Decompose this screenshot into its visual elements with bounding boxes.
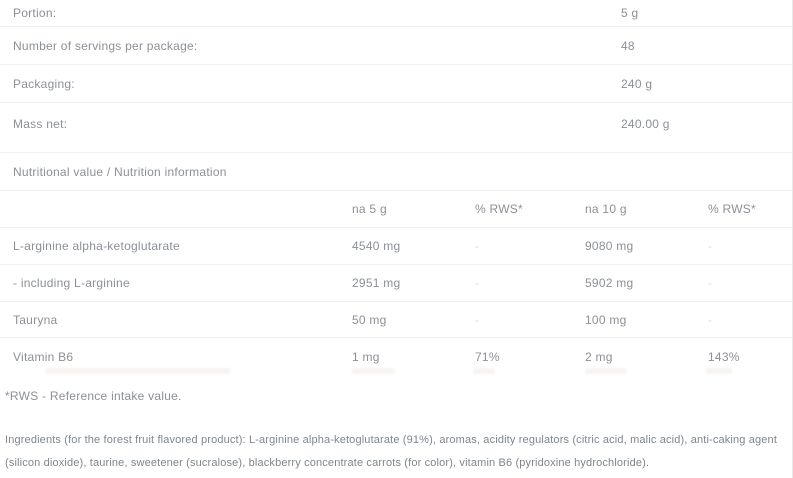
nutrition-section-title: Nutritional value / Nutrition information — [13, 164, 227, 179]
row-rws-10g: 143% — [708, 349, 740, 364]
row-rws-10g: - — [708, 276, 713, 290]
row-rws-5g: - — [475, 239, 480, 253]
info-row-mass-net — [0, 103, 792, 153]
row-per-10g: 2 mg — [585, 349, 613, 364]
table-row-vitamin-b6 — [0, 338, 792, 375]
table-row-taurine — [0, 302, 792, 338]
info-row-portion — [0, 0, 792, 27]
row-per-5g: 1 mg — [352, 349, 380, 364]
col-header-rws-10g: % RWS* — [708, 202, 756, 216]
col-header-per-5g: na 5 g — [352, 202, 387, 216]
portion-label: Portion: — [13, 6, 57, 20]
row-rws-5g: 71% — [475, 349, 500, 364]
row-per-10g: 100 mg — [585, 312, 627, 327]
info-row-packaging — [0, 65, 792, 103]
table-row-aakg — [0, 228, 792, 265]
table-row-l-arginine — [0, 265, 792, 302]
servings-label: Number of servings per package: — [13, 38, 198, 53]
packaging-label: Packaging: — [13, 76, 75, 91]
servings-value: 48 — [621, 38, 635, 53]
row-per-5g: 4540 mg — [352, 239, 401, 253]
packaging-value: 240 g — [621, 76, 653, 91]
row-rws-10g: - — [708, 312, 713, 327]
row-rws-10g: - — [708, 239, 713, 253]
info-row-servings — [0, 27, 792, 65]
col-header-per-10g: na 10 g — [585, 202, 627, 216]
col-header-rws-5g: % RWS* — [475, 202, 523, 216]
nutrition-section-header — [0, 153, 792, 191]
row-per-10g: 9080 mg — [585, 239, 634, 253]
row-rws-5g: - — [475, 276, 480, 290]
mass-net-value: 240.00 g — [621, 117, 670, 132]
row-name: - including L-arginine — [13, 276, 130, 290]
row-rws-5g: - — [475, 312, 480, 327]
row-per-5g: 2951 mg — [352, 276, 401, 290]
row-per-5g: 50 mg — [352, 312, 387, 327]
mass-net-label: Mass net: — [13, 117, 68, 132]
ingredients-paragraph: Ingredients (for the forest fruit flavored product): L-arginine alpha-ketoglutarate (91%), aromas, acidity regulators (citric acid, malic acid), anti-caking agent (silicon dioxide), taurine, sweetener (sucralose), blackberry concentrate carrots (for color), vitamin B6 (pyridoxine hydrochloride). — [5, 434, 778, 469]
portion-value: 5 g — [621, 6, 639, 20]
nutrition-table-header — [0, 191, 792, 228]
row-name: Tauryna — [13, 312, 58, 327]
rws-footnote: *RWS - Reference intake value. — [5, 389, 182, 403]
row-name: Vitamin B6 — [13, 349, 74, 364]
row-name: L-arginine alpha-ketoglutarate — [13, 239, 180, 253]
row-per-10g: 5902 mg — [585, 276, 634, 290]
